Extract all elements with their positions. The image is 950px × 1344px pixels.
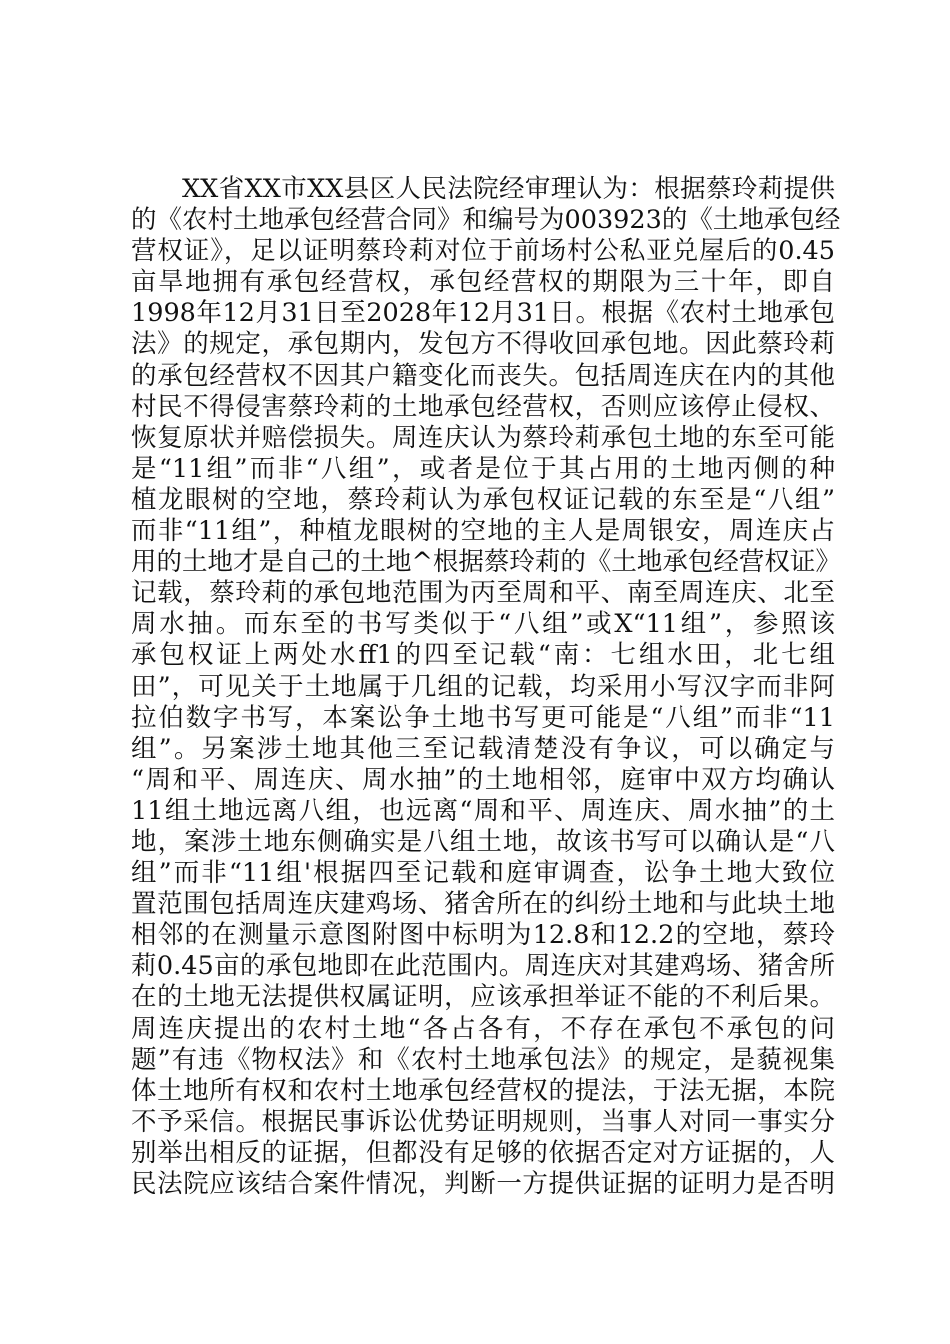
text-line: 体土地所有权和农村土地承包经营权的提法，于法无据，本院 <box>131 1075 835 1106</box>
text-line: 地，案涉土地东侧确实是八组土地，故该书写可以确认是“八 <box>131 826 835 857</box>
text-line: 不予采信。根据民事诉讼优势证明规则，当事人对同一事实分 <box>131 1106 835 1137</box>
text-line: 莉0.45亩的承包地即在此范围内。周连庆对其建鸡场、猪舍所 <box>131 951 835 982</box>
text-line: 11组土地远离八组，也远离“周和平、周连庆、周水抽”的土 <box>131 795 835 826</box>
text-line: 田”，可见关于土地属于几组的记载，均采用小写汉字而非阿 <box>131 671 835 702</box>
text-line: 别举出相反的证据，但都没有足够的依据否定对方证据的，人 <box>131 1137 835 1168</box>
text-line: 记载，蔡玲莉的承包地范围为丙至周和平、南至周连庆、北至 <box>131 578 835 609</box>
text-line: 在的土地无法提供权属证明，应该承担举证不能的不利后果。 <box>131 982 835 1013</box>
judgment-paragraph <box>131 174 841 1200</box>
text-line: 置范围包括周连庆建鸡场、猪舍所在的纠纷土地和与此块土地 <box>131 889 835 920</box>
text-line: 的《农村土地承包经营合同》和编号为003923的《土地承包经 <box>131 205 841 236</box>
text-line: 营权证》，足以证明蔡玲莉对位于前场村公私亚兑屋后的0.45 <box>131 236 835 267</box>
text-line: 题”有违《物权法》和《农村土地承包法》的规定，是藐视集 <box>131 1044 835 1075</box>
text-line: 组”。另案涉土地其他三至记载清楚没有争议，可以确定与 <box>131 733 835 764</box>
text-line: 民法院应该结合案件情况，判断一方提供证据的证明力是否明 <box>131 1169 835 1199</box>
text-line: 法》的规定，承包期内，发包方不得收回承包地。因此蔡玲莉 <box>131 329 835 360</box>
text-line: 1998年12月31日至2028年12月31日。根据《农村土地承包 <box>131 298 835 329</box>
text-line: 周连庆提出的农村土地“各占各有，不存在承包不承包的问 <box>131 1013 835 1044</box>
text-line: XX省XX市XX县区人民法院经审理认为：根据蔡玲莉提供 <box>182 174 835 204</box>
text-line: 相邻的在测量示意图附图中标明为12.8和12.2的空地，蔡玲 <box>131 920 835 951</box>
text-line: 村民不得侵害蔡玲莉的土地承包经营权，否则应该停止侵权、 <box>131 391 835 422</box>
text-line: 承包权证上两处水ff1的四至记载“南：七组水田，北七组 <box>131 640 835 671</box>
text-line: 是“11组”而非“八组”，或者是位于其占用的土地丙侧的种 <box>131 453 835 484</box>
text-line: “周和平、周连庆、周水抽”的土地相邻，庭审中双方均确认 <box>131 764 835 795</box>
text-line: 亩旱地拥有承包经营权，承包经营权的期限为三十年，即自 <box>131 267 835 298</box>
text-line: 而非“11组”，种植龙眼树的空地的主人是周银安，周连庆占 <box>131 516 835 547</box>
text-line: 拉伯数字书写，本案讼争土地书写更可能是“八组”而非“11 <box>131 702 835 733</box>
text-line: 的承包经营权不因其户籍变化而丧失。包括周连庆在内的其他 <box>131 360 835 391</box>
text-line: 用的土地才是自己的土地^根据蔡玲莉的《土地承包经营权证》 <box>131 547 841 578</box>
text-line: 恢复原状并赔偿损失。周连庆认为蔡玲莉承包土地的东至可能 <box>131 422 835 453</box>
text-line: 组”而非“11组'根据四至记载和庭审调查，讼争土地大致位 <box>131 858 835 889</box>
text-line: 周水抽。而东至的书写类似于“八组”或X“11组”，参照该 <box>131 609 835 640</box>
text-line: 植龙眼树的空地，蔡玲莉认为承包权证记载的东至是“八组” <box>131 484 835 515</box>
